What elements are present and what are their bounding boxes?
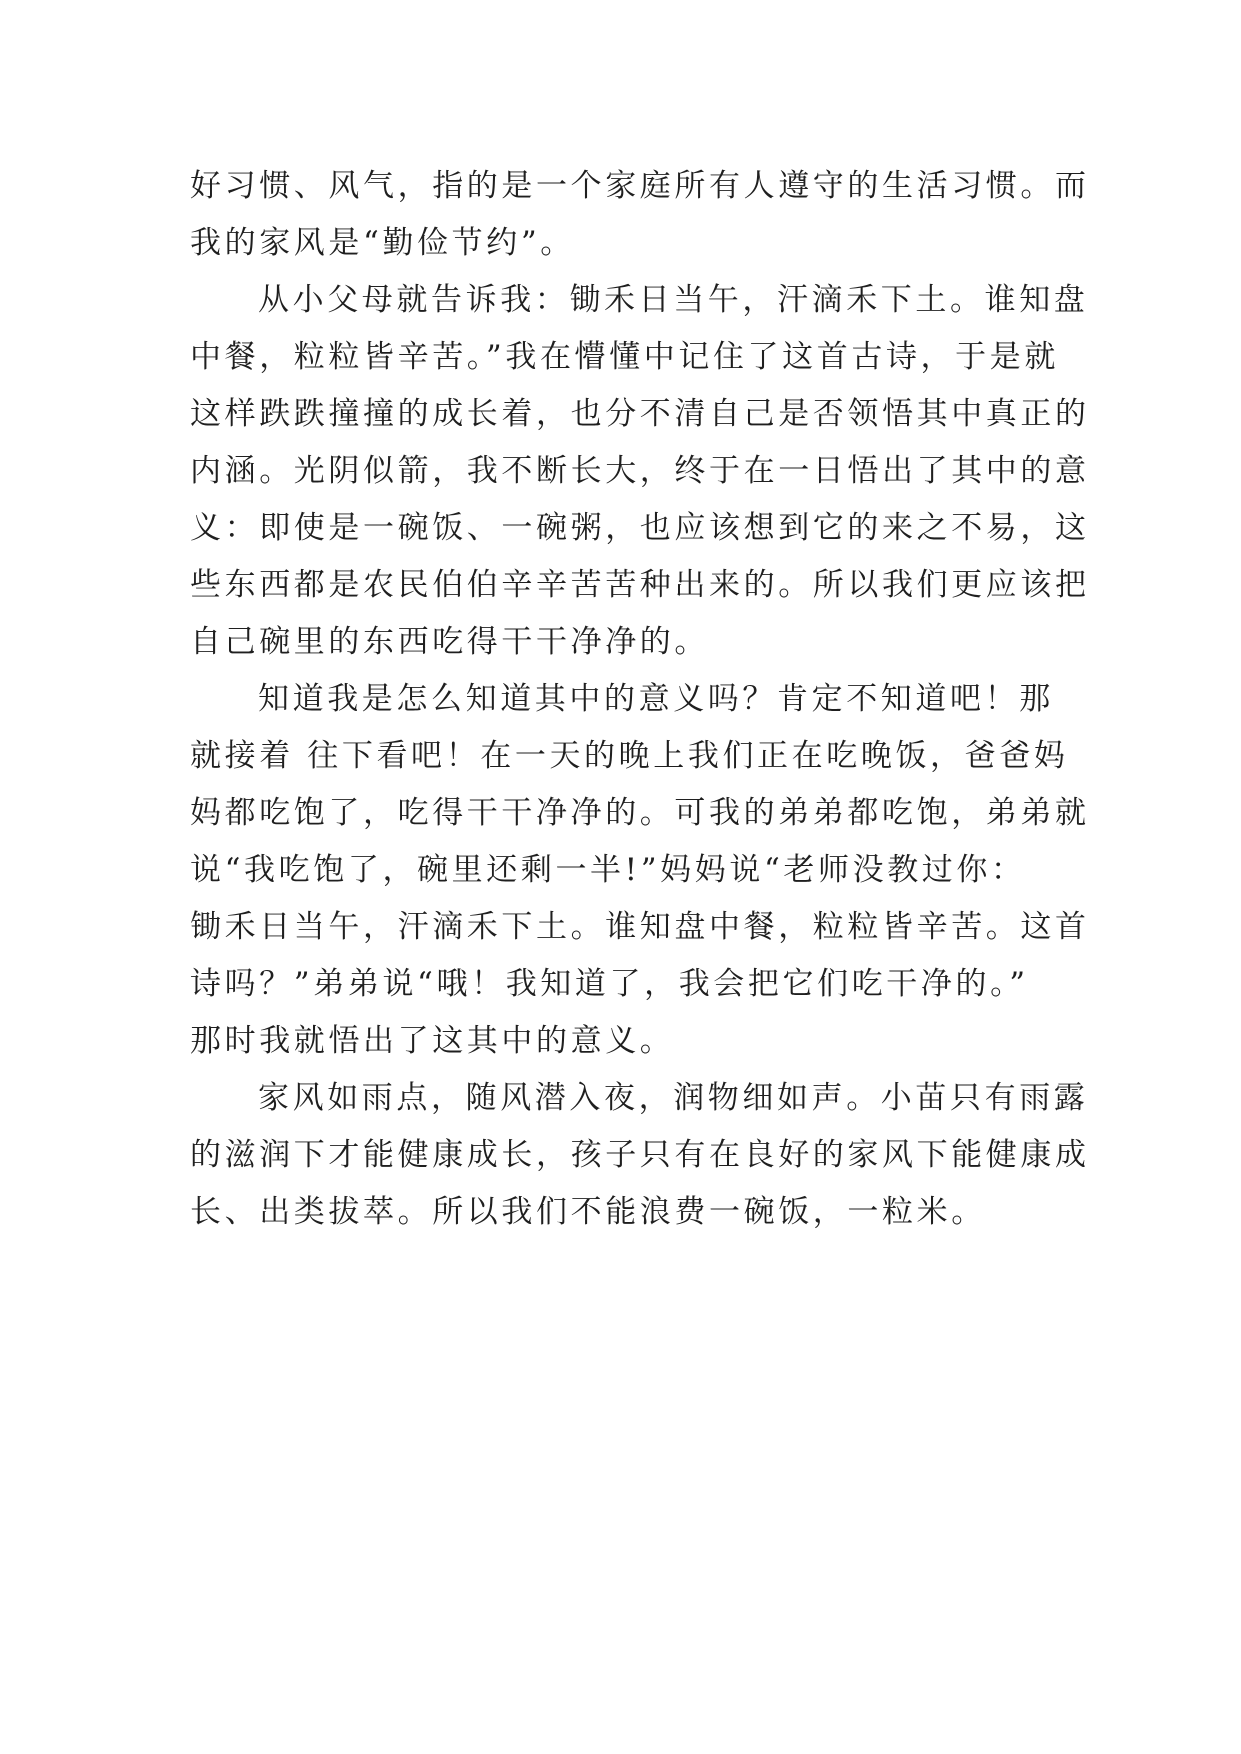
paragraph-3-line-3: 妈都吃饱了，吃得干干净净的。可我的弟弟都吃饱，弟弟就 [190,795,1090,831]
paragraph-2-line-3: 这样跌跌撞撞的成长着，也分不清自己是否领悟其中真正的 [190,396,1090,432]
paragraph-3-line-5: 锄禾日当午，汗滴禾下土。谁知盘中餐，粒粒皆辛苦。这首 [190,909,1090,945]
paragraph-3-line-4: 说“我吃饱了，碗里还剩一半!”妈妈说“老师没教过你： [190,852,1026,888]
paragraph-3-line-1: 知道我是怎么知道其中的意义吗？肯定不知道吧！那 [258,681,1054,717]
paragraph-3-line-7: 那时我就悟出了这其中的意义。 [190,1023,675,1059]
paragraph-4-line-2: 的滋润下才能健康成长，孩子只有在良好的家风下能健康成 [190,1137,1090,1173]
paragraph-2-line-2: 中餐，粒粒皆辛苦。”我在懵懂中记住了这首古诗，于是就 [190,339,1059,375]
essay-body [190,158,1090,1241]
paragraph-2-line-4: 内涵。光阴似箭，我不断长大，终于在一日悟出了其中的意 [190,453,1090,489]
paragraph-2-line-1: 从小父母就告诉我：锄禾日当午，汗滴禾下土。谁知盘 [258,282,1089,318]
paragraph-1-line-2: 我的家风是“勤俭节约”。 [190,225,575,261]
paragraph-2-line-5: 义：即使是一碗饭、一碗粥，也应该想到它的来之不易，这 [190,510,1090,546]
paragraph-2-line-6: 些东西都是农民伯伯辛辛苦苦种出来的。所以我们更应该把 [190,567,1090,603]
paragraph-3-line-6: 诗吗？”弟弟说“哦！我知道了，我会把它们吃干净的。” [190,966,1029,1002]
paragraph-3-line-2: 就接着 往下看吧！在一天的晚上我们正在吃晚饭，爸爸妈 [190,738,1069,774]
paragraph-4-line-1: 家风如雨点，随风潜入夜，润物细如声。小苗只有雨露 [258,1080,1089,1116]
paragraph-1-line-1: 好习惯、风气，指的是一个家庭所有人遵守的生活习惯。而 [190,168,1090,204]
paragraph-4-line-3: 长、出类拔萃。所以我们不能浪费一碗饭，一粒米。 [190,1194,986,1230]
paragraph-2-line-7: 自己碗里的东西吃得干干净净的。 [190,624,709,660]
